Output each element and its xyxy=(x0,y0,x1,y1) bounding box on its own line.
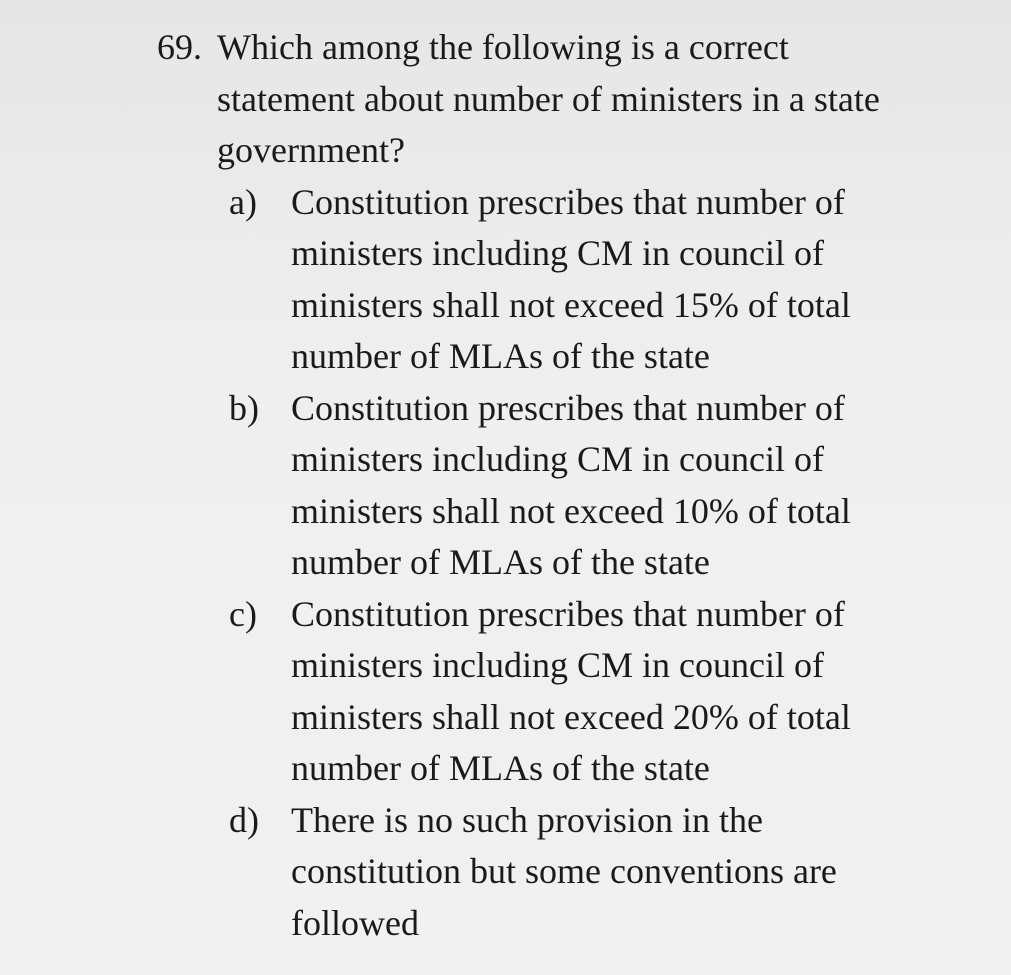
option-text xyxy=(291,795,911,950)
question-line: Which among the following is a correct xyxy=(217,27,789,67)
option-line: ministers including CM in council of xyxy=(291,233,824,273)
options-list xyxy=(229,177,957,950)
option-line: ministers shall not exceed 15% of total xyxy=(291,284,851,325)
option-line: followed xyxy=(291,902,419,943)
option-text xyxy=(291,383,911,589)
option-a xyxy=(229,177,957,383)
option-line: ministers shall not exceed 10% of total xyxy=(291,490,851,531)
option-letter: d) xyxy=(229,799,259,840)
option-line: Constitution prescribes that number of xyxy=(291,593,845,634)
option-line: Constitution prescribes that number of xyxy=(291,387,845,428)
question-line: government? xyxy=(217,130,405,170)
option-line: Constitution prescribes that number of xyxy=(291,181,845,222)
question-header xyxy=(157,22,957,177)
option-line: There is no such provision in the xyxy=(291,799,763,840)
question-text xyxy=(217,22,957,177)
option-line: number of MLAs of the state xyxy=(291,748,710,788)
option-letter: b) xyxy=(229,387,259,428)
option-line: ministers including CM in council of xyxy=(291,645,824,685)
option-line: constitution but some conventions are xyxy=(291,851,837,891)
option-text xyxy=(291,177,911,383)
question-line: statement about number of ministers in a state xyxy=(217,78,880,119)
option-d xyxy=(229,795,957,950)
option-text xyxy=(291,589,911,795)
option-line: number of MLAs of the state xyxy=(291,336,710,376)
option-c xyxy=(229,589,957,795)
question-block xyxy=(157,22,957,949)
option-letter: c) xyxy=(229,593,257,634)
option-line: ministers shall not exceed 20% of total xyxy=(291,696,851,737)
option-line: ministers including CM in council of xyxy=(291,439,824,479)
question-number: 69. xyxy=(157,27,202,67)
option-b xyxy=(229,383,957,589)
option-letter: a) xyxy=(229,181,257,222)
option-line: number of MLAs of the state xyxy=(291,542,710,582)
